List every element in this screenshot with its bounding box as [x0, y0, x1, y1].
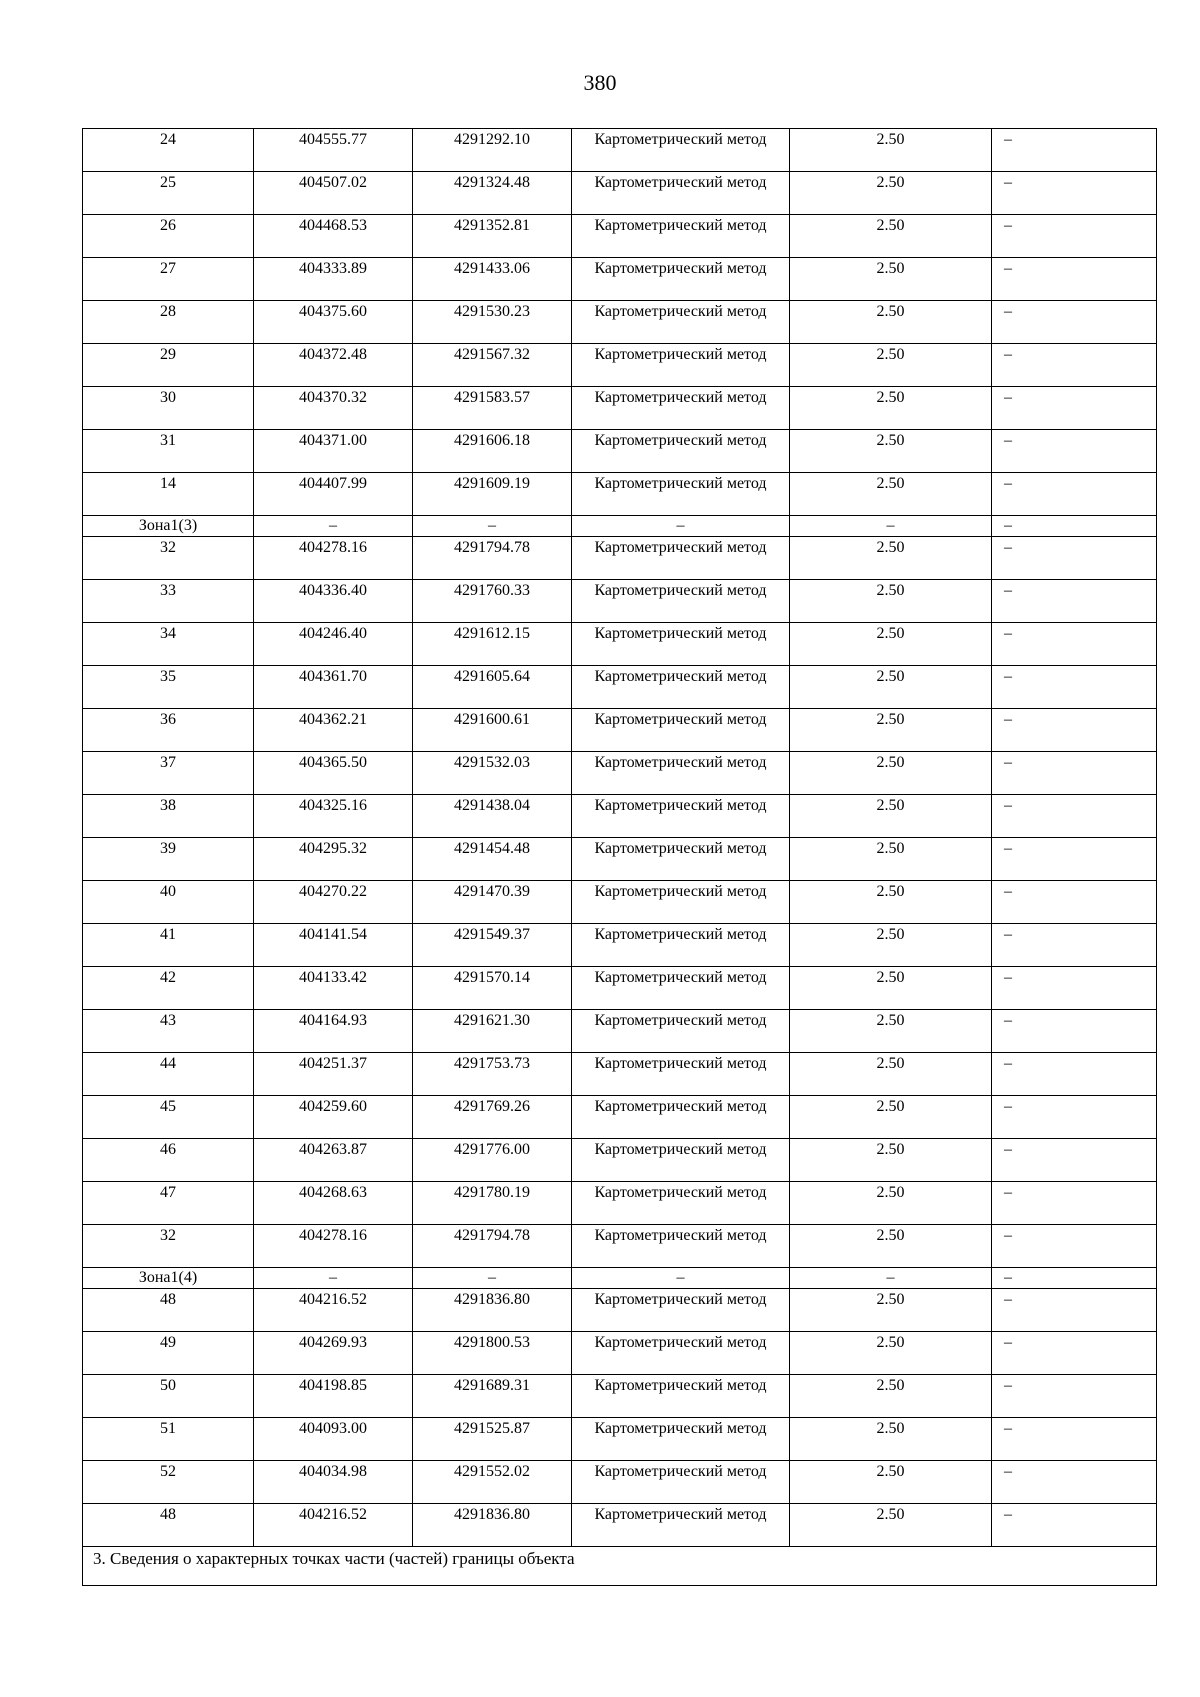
table-row [83, 1289, 1157, 1332]
y-coordinate-cell: 4291433.06 [413, 258, 572, 301]
x-coordinate-cell: 404333.89 [254, 258, 413, 301]
method-cell: Картометрический метод [572, 1182, 790, 1225]
x-coordinate-cell: 404507.02 [254, 172, 413, 215]
table-row [83, 473, 1157, 516]
note-cell: – [992, 129, 1157, 172]
point-number-cell: Зона1(3) [83, 516, 254, 537]
note-cell: – [992, 1461, 1157, 1504]
method-cell: Картометрический метод [572, 881, 790, 924]
note-cell: – [992, 924, 1157, 967]
x-coordinate-cell: 404371.00 [254, 430, 413, 473]
point-number-cell: 31 [83, 430, 254, 473]
note-cell: – [992, 752, 1157, 795]
method-cell: Картометрический метод [572, 172, 790, 215]
note-cell: – [992, 1504, 1157, 1547]
accuracy-cell: 2.50 [790, 1010, 992, 1053]
y-coordinate-cell: 4291760.33 [413, 580, 572, 623]
method-cell: Картометрический метод [572, 666, 790, 709]
note-cell: – [992, 258, 1157, 301]
table-row [83, 1418, 1157, 1461]
point-number-cell: 39 [83, 838, 254, 881]
point-number-cell: 48 [83, 1504, 254, 1547]
y-coordinate-cell: 4291794.78 [413, 537, 572, 580]
accuracy-cell: 2.50 [790, 129, 992, 172]
method-cell: Картометрический метод [572, 129, 790, 172]
y-coordinate-cell: 4291324.48 [413, 172, 572, 215]
table-row [83, 709, 1157, 752]
y-coordinate-cell: 4291583.57 [413, 387, 572, 430]
note-cell: – [992, 215, 1157, 258]
accuracy-cell: 2.50 [790, 430, 992, 473]
method-cell: Картометрический метод [572, 1332, 790, 1375]
table-row [83, 258, 1157, 301]
note-cell: – [992, 1010, 1157, 1053]
note-cell: – [992, 1096, 1157, 1139]
section-heading-row [83, 1547, 1157, 1586]
x-coordinate-cell: 404365.50 [254, 752, 413, 795]
y-coordinate-cell: 4291689.31 [413, 1375, 572, 1418]
y-coordinate-cell: 4291549.37 [413, 924, 572, 967]
table-row [83, 1182, 1157, 1225]
point-number-cell: 38 [83, 795, 254, 838]
x-coordinate-cell: 404246.40 [254, 623, 413, 666]
note-cell: – [992, 666, 1157, 709]
x-coordinate-cell: 404198.85 [254, 1375, 413, 1418]
note-cell: – [992, 430, 1157, 473]
point-number-cell: 34 [83, 623, 254, 666]
point-number-cell: 28 [83, 301, 254, 344]
note-cell: – [992, 537, 1157, 580]
method-cell: Картометрический метод [572, 1096, 790, 1139]
method-cell: Картометрический метод [572, 838, 790, 881]
note-cell: – [992, 580, 1157, 623]
note-cell: – [992, 709, 1157, 752]
method-cell: Картометрический метод [572, 258, 790, 301]
accuracy-cell: 2.50 [790, 301, 992, 344]
table-row [83, 1096, 1157, 1139]
method-cell: Картометрический метод [572, 1010, 790, 1053]
y-coordinate-cell: 4291567.32 [413, 344, 572, 387]
x-coordinate-cell: 404141.54 [254, 924, 413, 967]
method-cell: Картометрический метод [572, 430, 790, 473]
accuracy-cell: 2.50 [790, 1053, 992, 1096]
y-coordinate-cell: 4291292.10 [413, 129, 572, 172]
method-cell: Картометрический метод [572, 537, 790, 580]
x-coordinate-cell: 404269.93 [254, 1332, 413, 1375]
note-cell: – [992, 516, 1157, 537]
point-number-cell: 33 [83, 580, 254, 623]
method-cell: Картометрический метод [572, 344, 790, 387]
table-row [83, 129, 1157, 172]
point-number-cell: 30 [83, 387, 254, 430]
accuracy-cell: 2.50 [790, 1418, 992, 1461]
accuracy-cell: 2.50 [790, 1225, 992, 1268]
note-cell: – [992, 1053, 1157, 1096]
x-coordinate-cell: 404164.93 [254, 1010, 413, 1053]
note-cell: – [992, 967, 1157, 1010]
x-coordinate-cell: 404259.60 [254, 1096, 413, 1139]
note-cell: – [992, 838, 1157, 881]
accuracy-cell: 2.50 [790, 967, 992, 1010]
y-coordinate-cell: 4291621.30 [413, 1010, 572, 1053]
accuracy-cell: 2.50 [790, 387, 992, 430]
accuracy-cell: 2.50 [790, 215, 992, 258]
accuracy-cell: 2.50 [790, 344, 992, 387]
accuracy-cell: 2.50 [790, 1461, 992, 1504]
table-row [83, 1139, 1157, 1182]
x-coordinate-cell: 404295.32 [254, 838, 413, 881]
zone-row [83, 1268, 1157, 1289]
y-coordinate-cell: 4291836.80 [413, 1504, 572, 1547]
y-coordinate-cell: 4291454.48 [413, 838, 572, 881]
point-number-cell: 46 [83, 1139, 254, 1182]
x-coordinate-cell: 404093.00 [254, 1418, 413, 1461]
note-cell: – [992, 795, 1157, 838]
note-cell: – [992, 344, 1157, 387]
method-cell: – [572, 516, 790, 537]
method-cell: Картометрический метод [572, 580, 790, 623]
y-coordinate-cell: 4291525.87 [413, 1418, 572, 1461]
point-number-cell: 37 [83, 752, 254, 795]
table-row [83, 1461, 1157, 1504]
table-row [83, 1375, 1157, 1418]
table-row [83, 1504, 1157, 1547]
method-cell: Картометрический метод [572, 1225, 790, 1268]
y-coordinate-cell: 4291600.61 [413, 709, 572, 752]
point-number-cell: 32 [83, 537, 254, 580]
x-coordinate-cell: 404370.32 [254, 387, 413, 430]
accuracy-cell: 2.50 [790, 838, 992, 881]
x-coordinate-cell: 404361.70 [254, 666, 413, 709]
y-coordinate-cell: 4291532.03 [413, 752, 572, 795]
y-coordinate-cell: 4291606.18 [413, 430, 572, 473]
note-cell: – [992, 1375, 1157, 1418]
point-number-cell: 36 [83, 709, 254, 752]
note-cell: – [992, 1289, 1157, 1332]
accuracy-cell: 2.50 [790, 795, 992, 838]
x-coordinate-cell: 404278.16 [254, 537, 413, 580]
y-coordinate-cell: 4291780.19 [413, 1182, 572, 1225]
x-coordinate-cell: 404270.22 [254, 881, 413, 924]
table-row [83, 623, 1157, 666]
zone-row [83, 516, 1157, 537]
y-coordinate-cell: 4291800.53 [413, 1332, 572, 1375]
note-cell: – [992, 1139, 1157, 1182]
method-cell: Картометрический метод [572, 623, 790, 666]
accuracy-cell: 2.50 [790, 1332, 992, 1375]
accuracy-cell: 2.50 [790, 1182, 992, 1225]
point-number-cell: 51 [83, 1418, 254, 1461]
note-cell: – [992, 1332, 1157, 1375]
note-cell: – [992, 172, 1157, 215]
point-number-cell: 43 [83, 1010, 254, 1053]
y-coordinate-cell: 4291794.78 [413, 1225, 572, 1268]
point-number-cell: 45 [83, 1096, 254, 1139]
point-number-cell: 47 [83, 1182, 254, 1225]
point-number-cell: 26 [83, 215, 254, 258]
x-coordinate-cell: 404251.37 [254, 1053, 413, 1096]
x-coordinate-cell: 404375.60 [254, 301, 413, 344]
note-cell: – [992, 1182, 1157, 1225]
x-coordinate-cell: 404325.16 [254, 795, 413, 838]
table-row [83, 1053, 1157, 1096]
method-cell: Картометрический метод [572, 1504, 790, 1547]
accuracy-cell: 2.50 [790, 1504, 992, 1547]
point-number-cell: 35 [83, 666, 254, 709]
table-row [83, 580, 1157, 623]
table-row [83, 215, 1157, 258]
accuracy-cell: 2.50 [790, 258, 992, 301]
method-cell: Картометрический метод [572, 967, 790, 1010]
x-coordinate-cell: 404034.98 [254, 1461, 413, 1504]
point-number-cell: 52 [83, 1461, 254, 1504]
accuracy-cell: 2.50 [790, 1096, 992, 1139]
x-coordinate-cell: 404336.40 [254, 580, 413, 623]
y-coordinate-cell: 4291470.39 [413, 881, 572, 924]
note-cell: – [992, 1418, 1157, 1461]
note-cell: – [992, 881, 1157, 924]
x-coordinate-cell: 404263.87 [254, 1139, 413, 1182]
accuracy-cell: 2.50 [790, 709, 992, 752]
x-coordinate-cell: 404407.99 [254, 473, 413, 516]
y-coordinate-cell: 4291609.19 [413, 473, 572, 516]
table-row [83, 924, 1157, 967]
boundary-points-table [82, 128, 1157, 1586]
accuracy-cell: 2.50 [790, 666, 992, 709]
y-coordinate-cell: 4291438.04 [413, 795, 572, 838]
accuracy-cell: – [790, 1268, 992, 1289]
accuracy-cell: 2.50 [790, 1289, 992, 1332]
note-cell: – [992, 387, 1157, 430]
y-coordinate-cell: 4291769.26 [413, 1096, 572, 1139]
method-cell: Картометрический метод [572, 301, 790, 344]
table-row [83, 752, 1157, 795]
method-cell: Картометрический метод [572, 1375, 790, 1418]
accuracy-cell: 2.50 [790, 172, 992, 215]
x-coordinate-cell: 404216.52 [254, 1289, 413, 1332]
point-number-cell: 29 [83, 344, 254, 387]
point-number-cell: 14 [83, 473, 254, 516]
y-coordinate-cell: 4291776.00 [413, 1139, 572, 1182]
x-coordinate-cell: 404216.52 [254, 1504, 413, 1547]
point-number-cell: 50 [83, 1375, 254, 1418]
method-cell: Картометрический метод [572, 795, 790, 838]
table-row [83, 387, 1157, 430]
point-number-cell: 24 [83, 129, 254, 172]
point-number-cell: 40 [83, 881, 254, 924]
point-number-cell: 32 [83, 1225, 254, 1268]
section-heading: 3. Сведения о характерных точках части (частей) границы объекта [83, 1547, 1157, 1586]
x-coordinate-cell: 404372.48 [254, 344, 413, 387]
x-coordinate-cell: 404362.21 [254, 709, 413, 752]
x-coordinate-cell: 404278.16 [254, 1225, 413, 1268]
point-number-cell: 25 [83, 172, 254, 215]
table-row [83, 666, 1157, 709]
method-cell: Картометрический метод [572, 709, 790, 752]
method-cell: Картометрический метод [572, 1053, 790, 1096]
table-row [83, 172, 1157, 215]
accuracy-cell: 2.50 [790, 580, 992, 623]
table-row [83, 1010, 1157, 1053]
x-coordinate-cell: – [254, 516, 413, 537]
y-coordinate-cell: 4291352.81 [413, 215, 572, 258]
page-number: 380 [583, 70, 617, 95]
point-number-cell: 44 [83, 1053, 254, 1096]
accuracy-cell: 2.50 [790, 1375, 992, 1418]
accuracy-cell: – [790, 516, 992, 537]
table-row [83, 795, 1157, 838]
method-cell: Картометрический метод [572, 215, 790, 258]
method-cell: Картометрический метод [572, 752, 790, 795]
note-cell: – [992, 473, 1157, 516]
x-coordinate-cell: 404133.42 [254, 967, 413, 1010]
table-row [83, 1225, 1157, 1268]
x-coordinate-cell: 404555.77 [254, 129, 413, 172]
point-number-cell: 41 [83, 924, 254, 967]
table-body [83, 129, 1157, 1547]
method-cell: Картометрический метод [572, 924, 790, 967]
y-coordinate-cell: 4291753.73 [413, 1053, 572, 1096]
table-row [83, 537, 1157, 580]
method-cell: – [572, 1268, 790, 1289]
table-row [83, 967, 1157, 1010]
y-coordinate-cell: 4291552.02 [413, 1461, 572, 1504]
note-cell: – [992, 301, 1157, 344]
method-cell: Картометрический метод [572, 387, 790, 430]
table-row [83, 301, 1157, 344]
accuracy-cell: 2.50 [790, 881, 992, 924]
note-cell: – [992, 623, 1157, 666]
point-number-cell: 48 [83, 1289, 254, 1332]
y-coordinate-cell: 4291836.80 [413, 1289, 572, 1332]
x-coordinate-cell: 404268.63 [254, 1182, 413, 1225]
y-coordinate-cell: – [413, 1268, 572, 1289]
method-cell: Картометрический метод [572, 473, 790, 516]
accuracy-cell: 2.50 [790, 1139, 992, 1182]
note-cell: – [992, 1225, 1157, 1268]
table-row [83, 430, 1157, 473]
method-cell: Картометрический метод [572, 1139, 790, 1182]
y-coordinate-cell: 4291530.23 [413, 301, 572, 344]
accuracy-cell: 2.50 [790, 752, 992, 795]
y-coordinate-cell: 4291612.15 [413, 623, 572, 666]
y-coordinate-cell: 4291605.64 [413, 666, 572, 709]
table-row [83, 344, 1157, 387]
note-cell: – [992, 1268, 1157, 1289]
table-row [83, 881, 1157, 924]
point-number-cell: 49 [83, 1332, 254, 1375]
y-coordinate-cell: 4291570.14 [413, 967, 572, 1010]
accuracy-cell: 2.50 [790, 623, 992, 666]
x-coordinate-cell: – [254, 1268, 413, 1289]
point-number-cell: Зона1(4) [83, 1268, 254, 1289]
accuracy-cell: 2.50 [790, 537, 992, 580]
method-cell: Картометрический метод [572, 1289, 790, 1332]
table-row [83, 838, 1157, 881]
point-number-cell: 42 [83, 967, 254, 1010]
y-coordinate-cell: – [413, 516, 572, 537]
accuracy-cell: 2.50 [790, 473, 992, 516]
accuracy-cell: 2.50 [790, 924, 992, 967]
method-cell: Картометрический метод [572, 1418, 790, 1461]
method-cell: Картометрический метод [572, 1461, 790, 1504]
point-number-cell: 27 [83, 258, 254, 301]
table-row [83, 1332, 1157, 1375]
x-coordinate-cell: 404468.53 [254, 215, 413, 258]
